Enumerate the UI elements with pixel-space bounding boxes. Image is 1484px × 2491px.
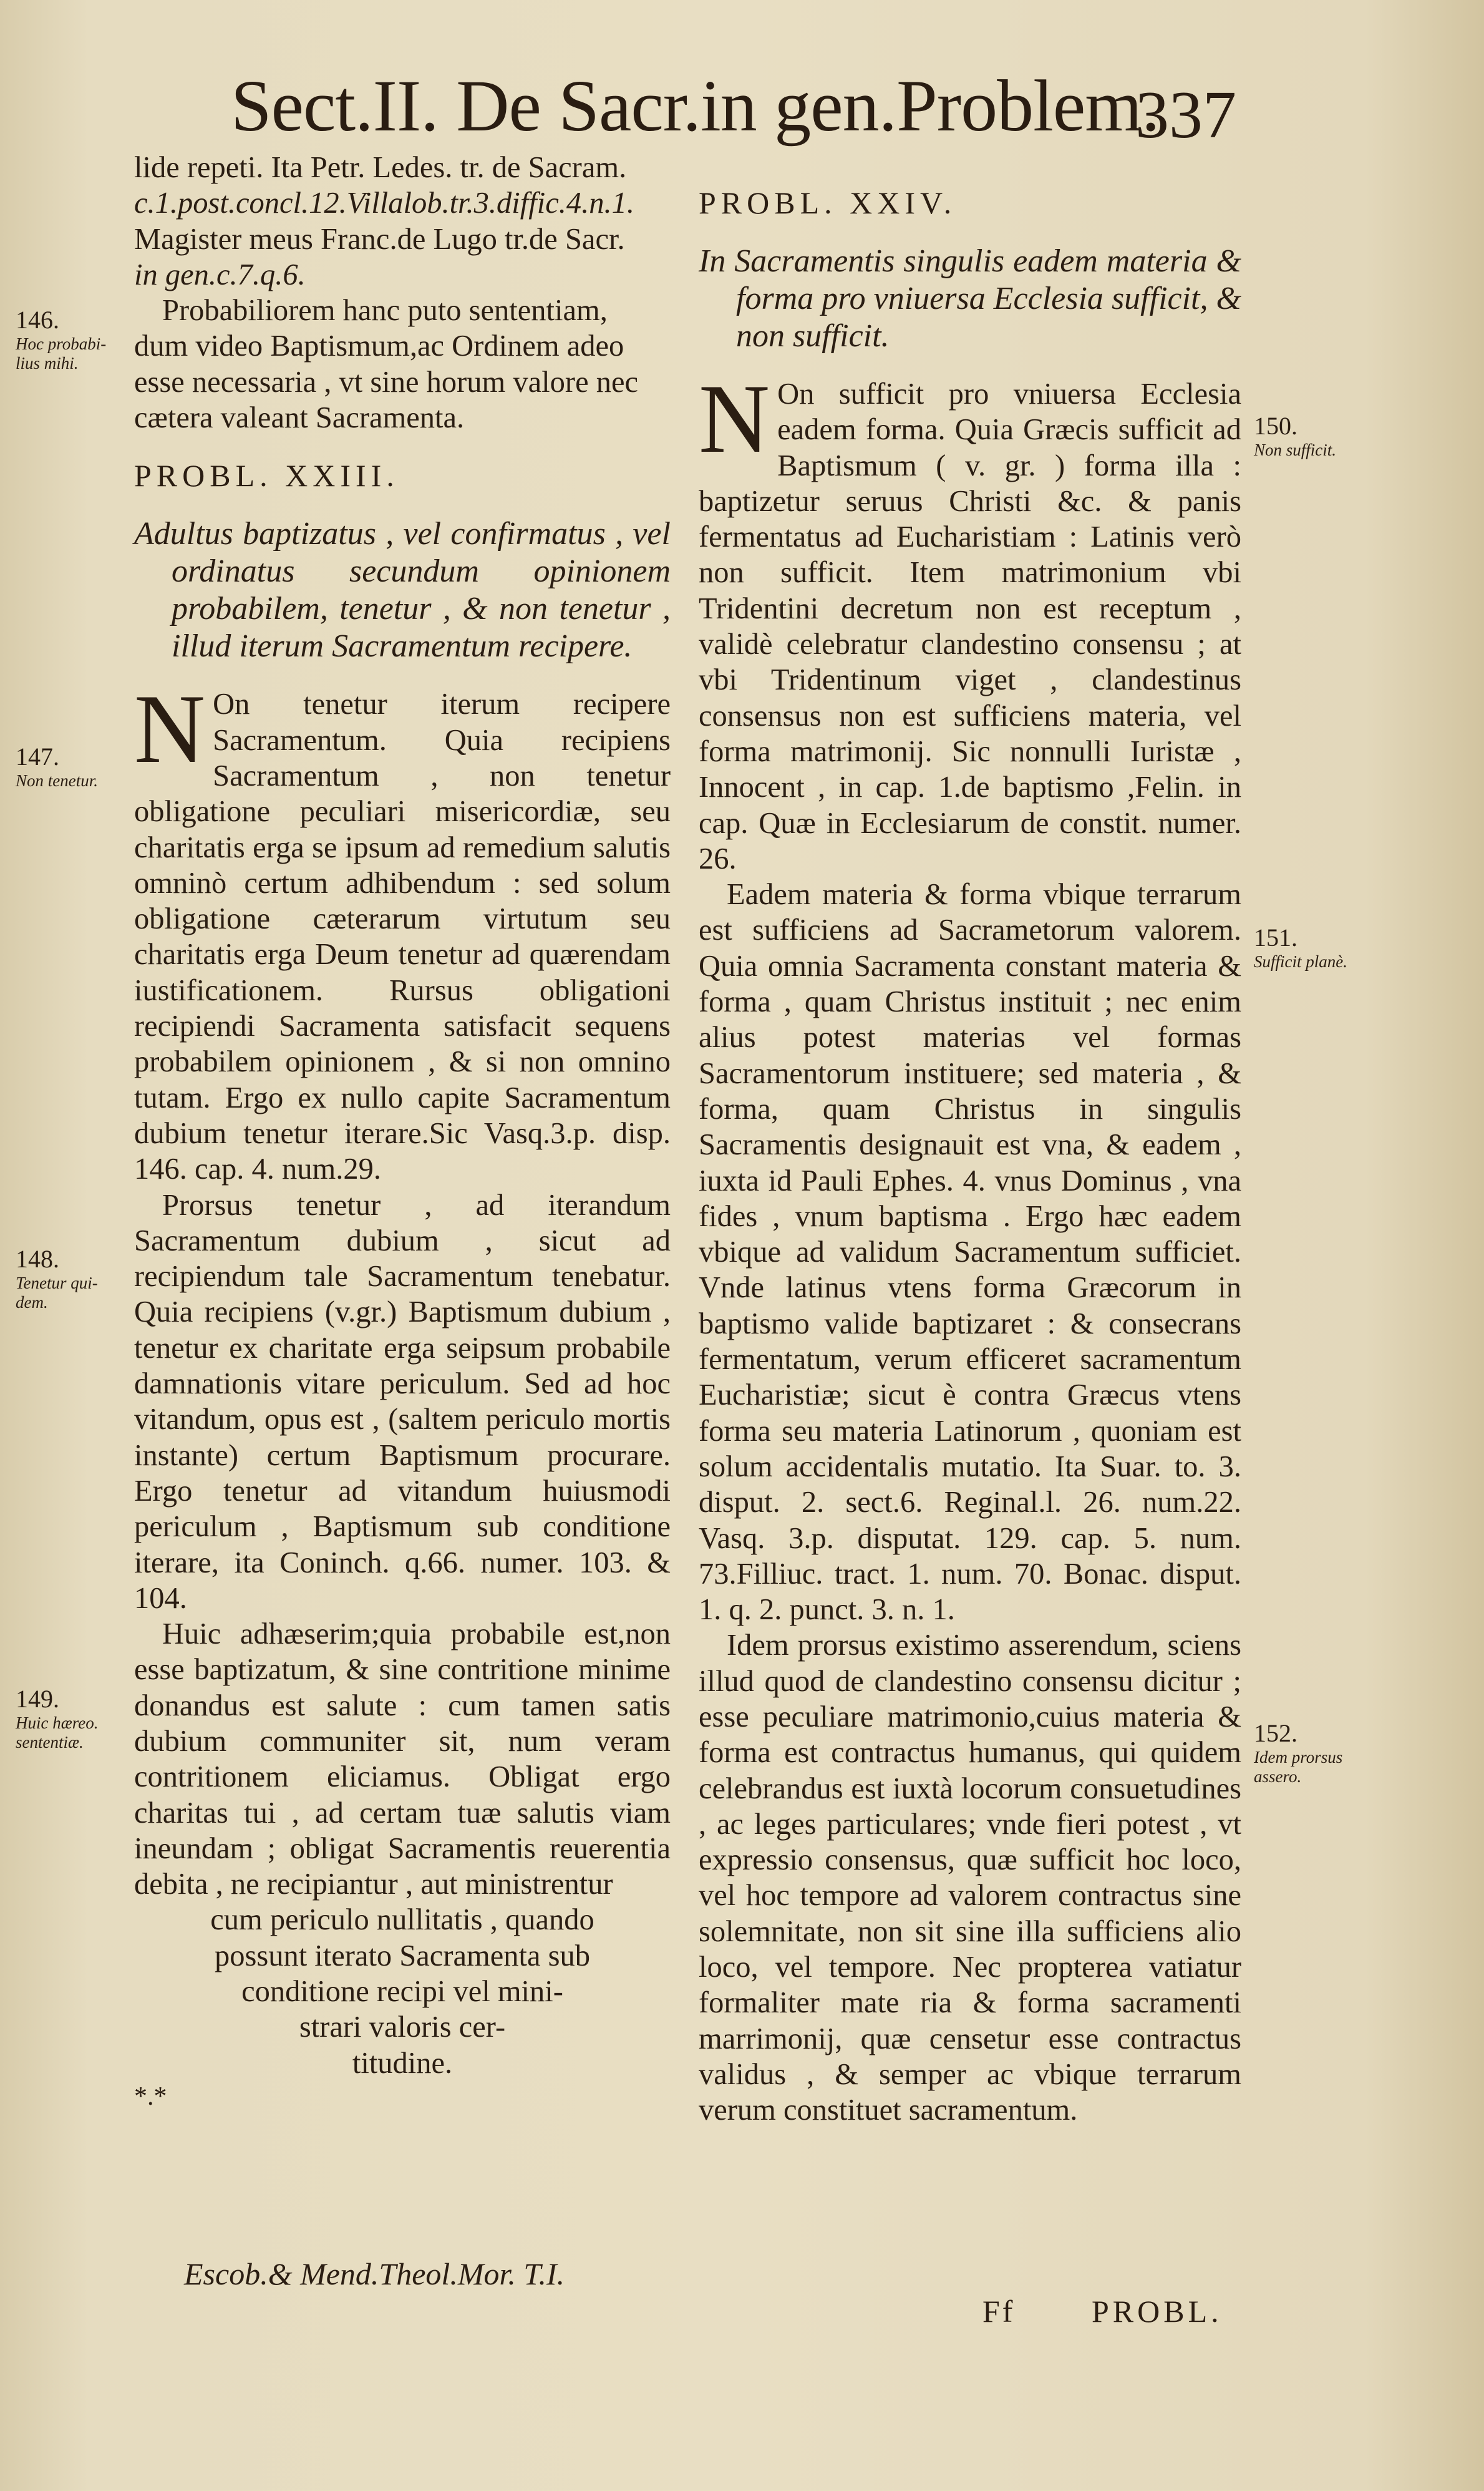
funnel-line: conditione recipi vel mini- [241,1975,563,2009]
margin-note-152 [1254,1719,1363,1787]
margin-text: Idem prorsus assero. [1254,1748,1343,1786]
paragraph-146-line: dum video Baptismum,ac Ordinem adeo [134,329,624,363]
margin-note-149 [16,1685,125,1752]
margin-text: Hoc probabi-lius mihi. [16,334,107,373]
paragraph-146-line: esse necessaria , vt sine horum valore nec [134,365,639,399]
paragraph-152: Idem prorsus existimo asserendum, sciens illud quod de clandestino consensu dicitur ; esse peculiare matrimonio,cuius materia & forma est contractus humanus, qui quidem celebrandus est iuxtà locorum consuetudines , ac leges particulares; vnde fieri potest , vt expressio consensus, quæ sufficit hoc loco, vel hoc tempore ad valorem contractus sine solemnitate, non sit sine illa sufficiens alio loco, vel tempore. Nec propterea vatiatur formaliter mate ria & forma sacramenti marrimonij, quæ censetur esse contractus validus , & semper ac vbique terrarum verum constituet sacramentum. [699,1629,1241,2127]
funnel-line: titudine. [352,2046,453,2080]
intro-line: Magister meus Franc.de Lugo tr.de Sacr. [134,222,625,256]
margin-note-151 [1254,924,1363,972]
footer-signature-line: Escob.& Mend.Theol.Mor. T.I. [184,2256,565,2291]
margin-text: Tenetur qui-dem. [16,1274,98,1312]
intro-line: in gen.c.7.q.6. [134,258,306,291]
page-number: 337 [1135,78,1236,152]
probl-heading-24: PROBL. XXIV. [699,185,957,220]
paragraph-147 [134,675,671,1187]
margin-number: 147. [16,743,59,771]
margin-number: 148. [16,1245,59,1273]
margin-text: Non sufficit. [1254,441,1337,459]
probl-heading-23: PROBL. XXIII. [134,458,399,494]
margin-number: 152. [1254,1719,1297,1747]
signature-mark: Ff [982,2294,1016,2329]
intro-line: c.1.post.concl.12.Villalob.tr.3.diffic.4.n.1. [134,187,634,220]
funnel-line: possunt iterato Sacramenta sub [214,1939,591,1972]
funnel-line: cum periculo nullitatis , quando [210,1903,594,1937]
running-head-title: Sect.II. De Sacr.in gen.Problem. [231,65,1160,147]
paragraph-148: Prorsus tenetur , ad iterandum Sacramentum dubium , sicut ad recipiendum tale Sacramentum tenebatur. Quia recipiens (v.gr.) Baptismum dubium , tenetur ex charitate erga seipsum probabile damnationis vitare periculum. Sed ad hoc vitandum, opus est , (saltem periculo mortis instante) certum Baptismum procurare. Ergo tenetur ad vitandum huiusmodi periculum , Baptismum sub conditione iterare, ita Coninch. q.66. numer. 103. & 104. [134,1188,671,1615]
margin-note-150 [1254,412,1363,460]
funnel-line: strari valoris cer- [299,2011,506,2044]
paragraph-146-line: Probabiliorem hanc puto sententiam, [162,294,608,328]
paragraph-149: Huic adhæserim;quia probabile est,non esse baptizatum, & sine contritione minime donandus est salute : cum tamen satis dubium communiter sit, num veram contritionem eliciamus. Obligat ergo charitas tui , ad certam tuæ salutis viam ineundam ; obligat Sacramentis reuerentia debita , ne recipiantur , aut ministrentur [134,1617,671,1901]
margin-text: Non tenetur. [16,771,98,790]
left-column [134,150,671,2112]
margin-note-147 [16,743,125,791]
margin-number: 150. [1254,412,1297,440]
drop-cap: N [699,364,770,474]
margin-number: 149. [16,1685,59,1713]
ornament: *.* [134,2082,167,2111]
paragraph-151: Eadem materia & forma vbique terrarum est sufficiens ad Sacrametorum valorem. Quia omnia Sacramenta constant materia & forma , quam Christus instituit ; nec enim alius potest materias vel formas Sacramentorum instituere; sed materia , & forma, quam Christus in singulis Sacramentis designauit est vna, & eadem , iuxta id Pauli Ephes. 4. vnus Dominus , vna fides , vnum baptisma . Ergo hæc eadem vbique ad validum Sacramentum sufficiet. Vnde latinus vtens forma Græcorum in baptismo valide baptizaret : & consecrans fermentatum, verum efficeret sacramentum Eucharistiæ; sicut è contra Græcus vtens forma seu materia Latinorum , quoniam est solum accidentalis mutatio. Ita Suar. to. 3. disput. 2. sect.6. Reginal.l. 26. num.22. Vasq. 3.p. disputat. 129. cap. 5. num. 73.Filliuc. tract. 1. num. 70. Bonac. disput. 1. q. 2. punct. 3. n. 1. [699,878,1241,1627]
thesis-23: Adultus baptizatus , vel confirmatus , vel ordinatus secundum opinionem probabilem, tenetur , & non tenetur , illud iterum Sacramentum recipere. [134,516,671,665]
paragraph-146-line: cætera valeant Sacramenta. [134,401,465,435]
right-column [699,184,1241,2128]
intro-line: lide repeti. Ita Petr. Ledes. tr. de Sacram. [134,151,627,184]
paragraph-147-text: On tenetur iterum recipere Sacramentum. Quia recipiens Sacramentum , non tenetur obligatione peculiari misericordiæ, seu charitatis erga se ipsum ad remedium salutis omninò certum adhibendum : sed solum obligatione cæterarum virtutum seu charitatis erga Deum tenetur ad quærendam iustificationem. Rursus obligationi recipiendi Sacramenta satisfacit sequens probabilem opinionem , & si non omnino tutam. Ergo ex nullo capite Sacramentum dubium tenetur iterare.Sic Vasq.3.p. disp. 146. cap. 4. num.29. [134,688,671,1186]
paragraph-150-text: On sufficit pro vniuersa Ecclesia eadem forma. Quia Græcis sufficit ad Baptismum ( v. gr. ) forma illa : baptizetur seruus Christi &c. & panis fermentatus ad Eucharistiam : Latinis verò non sufficit. Item matrimonium vbi Tridentini decretum non est receptum , validè celebratur clandestino consensu ; at vbi Tridentinum viget , clandestinus consensus non est sufficiens materia, vel forma matrimonij. Sic nonnulli Iuristæ , Innocent , in cap. 1.de baptismo ,Felin. in cap. Quæ in Ecclesiarum de constit. numer. 26. [699,378,1241,875]
margin-text: Sufficit planè. [1254,952,1347,971]
catchword: PROBL. [1092,2294,1223,2329]
tailpiece-funnel [134,1902,671,2080]
margin-note-146 [16,306,125,373]
paragraph-150 [699,364,1241,877]
margin-text: Huic hæreo. sententiæ. [16,1713,99,1752]
margin-number: 146. [16,306,59,334]
margin-number: 151. [1254,924,1297,952]
margin-note-148 [16,1245,125,1312]
thesis-24: In Sacramentis singulis eadem materia & forma pro vniuersa Ecclesia sufficit, & non sufficit. [699,243,1241,354]
drop-cap: N [134,675,206,784]
